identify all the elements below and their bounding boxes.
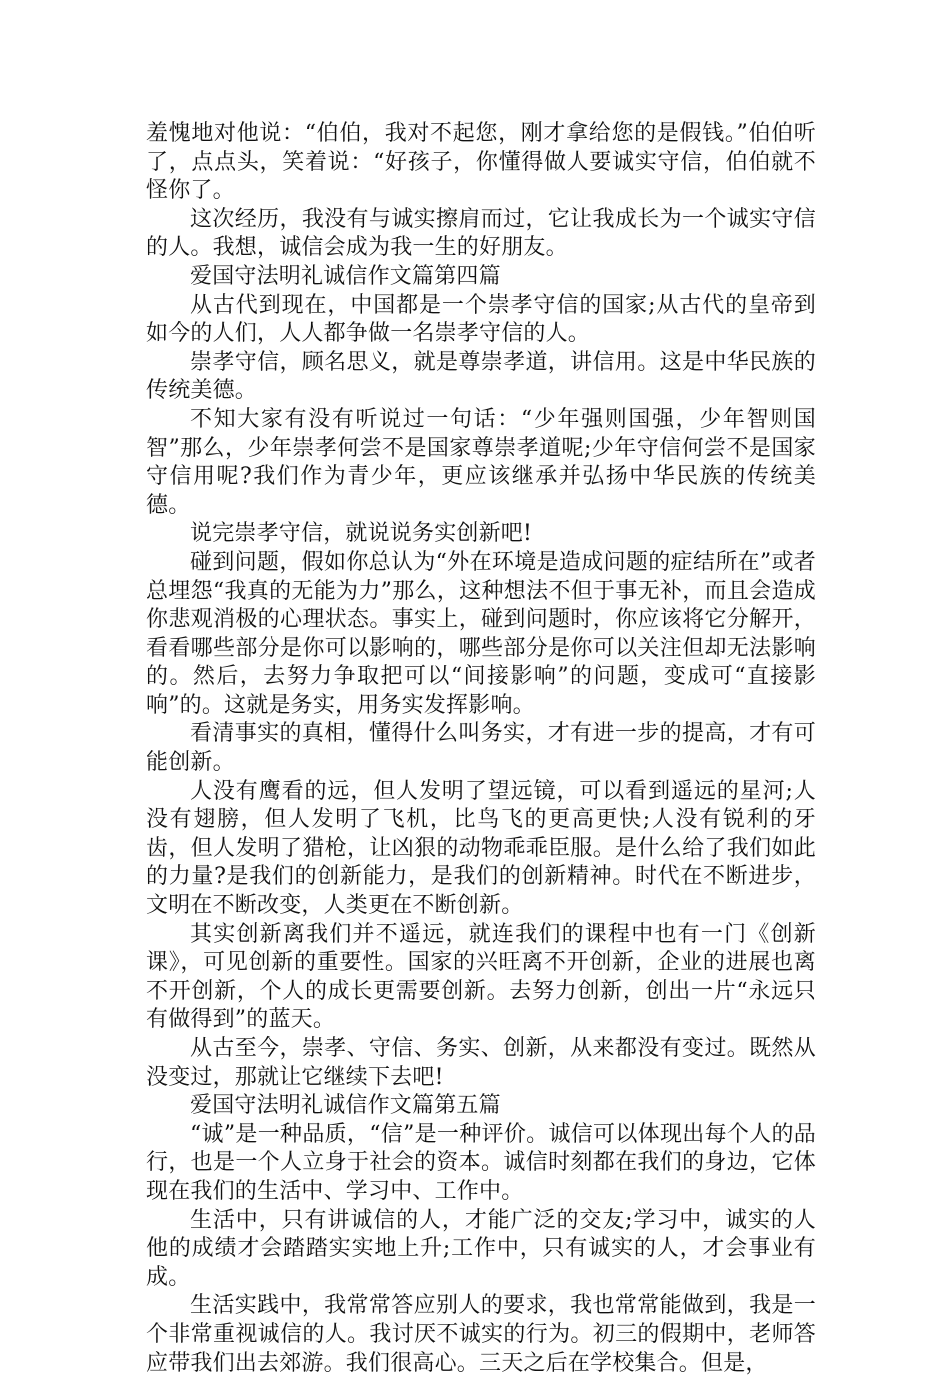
paragraph: 这次经历，我没有与诚实擦肩而过，它让我成长为一个诚实守信的人。我想，诚信会成为我一生的好朋友。 [146,206,816,261]
paragraph: 羞愧地对他说：“伯伯，我对不起您，刚才拿给您的是假钱。”伯伯听了，点点头，笑着说：“好孩子，你懂得做人要诚实守信，伯伯就不怪你了。 [146,121,816,204]
paragraph: 看清事实的真相，懂得什么叫务实，才有进一步的提高，才有可能创新。 [146,721,816,776]
paragraph: 不知大家有没有听说过一句话：“少年强则国强，少年智则国智”那么，少年崇孝何尝不是国家尊崇孝道呢;少年守信何尝不是国家守信用呢?我们作为青少年，更应该继承并弘扬中华民族的传统美德。 [146,406,816,518]
document-page [146,120,816,1378]
paragraph: 崇孝守信，顾名思义，就是尊崇孝道，讲信用。这是中华民族的传统美德。 [146,349,816,404]
paragraph: 生活实践中，我常常答应别人的要求，我也常常能做到，我是一个非常重视诚信的人。我讨厌不诚实的行为。初三的假期中，老师答应带我们出去郊游。我们很高心。三天之后在学校集合。但是， [146,1293,816,1376]
paragraph: 人没有鹰看的远，但人发明了望远镜，可以看到遥远的星河;人没有翅膀，但人发明了飞机，比鸟飞的更高更快;人没有锐利的牙齿，但人发明了猎枪，让凶狠的动物乖乖臣服。是什么给了我们如此的力量?是我们的创新能力，是我们的创新精神。时代在不断进步，文明在不断改变，人类更在不断创新。 [146,778,816,919]
paragraph: 碰到问题，假如你总认为“外在环境是造成问题的症结所在”或者总埋怨“我真的无能为力”那么，这种想法不但于事无补，而且会造成你悲观消极的心理状态。事实上，碰到问题时，你应该将它分解开，看看哪些部分是你可以影响的，哪些部分是你可以关注但却无法影响的。然后，去努力争取把可以“间接影响”的问题，变成可“直接影响”的。这就是务实，用务实发挥影响。 [146,549,816,718]
paragraph: “诚”是一种品质，“信”是一种评价。诚信可以体现出每个人的品行，也是一个人立身于社会的资本。诚信时刻都在我们的身边，它体现在我们的生活中、学习中、工作中。 [146,1121,816,1204]
paragraph: 生活中，只有讲诚信的人，才能广泛的交友;学习中，诚实的人他的成绩才会踏踏实实地上升;工作中，只有诚实的人，才会事业有成。 [146,1207,816,1290]
section-heading: 爱国守法明礼诚信作文篇第五篇 [190,1093,501,1119]
paragraph: 从古代到现在，中国都是一个崇孝守信的国家;从古代的皇帝到如今的人们，人人都争做一名崇孝守信的人。 [146,292,816,347]
paragraph: 说完崇孝守信，就说说务实创新吧! [190,521,533,547]
paragraph: 从古至今，崇孝、守信、务实、创新，从来都没有变过。既然从没变过，那就让它继续下去吧! [146,1036,816,1090]
paragraph: 其实创新离我们并不遥远，就连我们的课程中也有一门《创新课》，可见创新的重要性。国家的兴旺离不开创新，企业的进展也离不开创新，个人的成长更需要创新。去努力创新，创出一片“永远只有做得到”的蓝天。 [146,921,816,1033]
section-heading: 爱国守法明礼诚信作文篇第四篇 [190,263,501,289]
